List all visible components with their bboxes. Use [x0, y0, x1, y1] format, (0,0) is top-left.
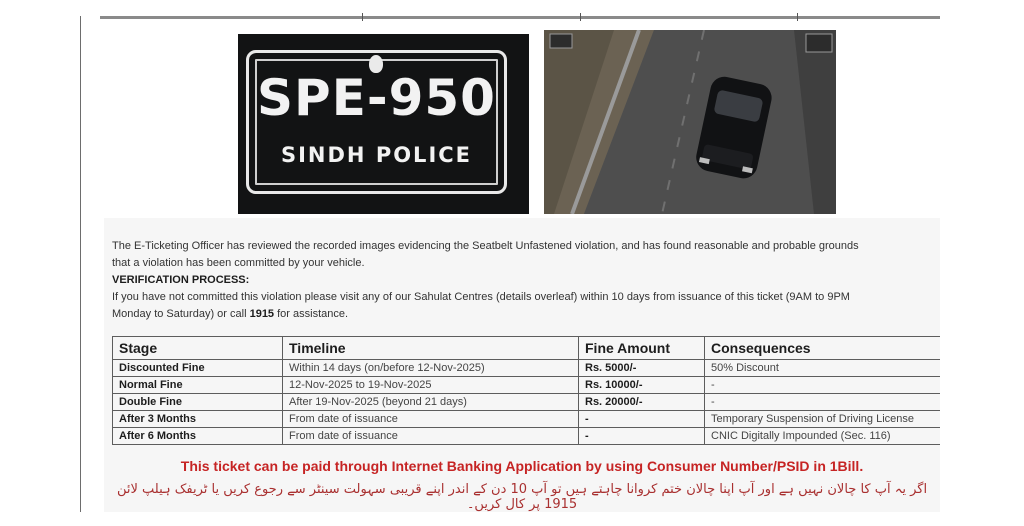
consequence-cell: Temporary Suspension of Driving License — [705, 411, 941, 428]
table-row — [113, 411, 941, 428]
violation-notice — [112, 238, 940, 323]
table-top-border — [100, 16, 940, 19]
amount-cell: Rs. 10000/- — [579, 377, 705, 394]
timeline-cell: 12-Nov-2025 to 19-Nov-2025 — [283, 377, 579, 394]
stage-cell: Normal Fine — [113, 377, 283, 394]
column-tick — [797, 13, 798, 21]
stage-cell: Double Fine — [113, 394, 283, 411]
stage-cell: After 3 Months — [113, 411, 283, 428]
timeline-cell: From date of issuance — [283, 411, 579, 428]
amount-cell: Rs. 5000/- — [579, 360, 705, 377]
notice-line: The E-Ticketing Officer has reviewed the recorded images evidencing the Seatbelt Unfastened violation, and has found reasonable and probable grounds — [112, 240, 859, 252]
table-row — [113, 360, 941, 377]
consequence-cell: - — [705, 394, 941, 411]
stage-cell: After 6 Months — [113, 428, 283, 445]
header-fine-amount: Fine Amount — [579, 337, 705, 360]
column-tick — [580, 13, 581, 21]
stage-cell: Discounted Fine — [113, 360, 283, 377]
plate-number: SPE-950 — [257, 69, 496, 127]
notice-line: If you have not committed this violation please visit any of our Sahulat Centres (details overleaf) within 10 days from issuance of this ticket (9AM to 9PM — [112, 291, 850, 303]
timeline-cell: After 19-Nov-2025 (beyond 21 days) — [283, 394, 579, 411]
number-plate — [246, 50, 507, 194]
payment-note: This ticket can be paid through Internet Banking Application by using Consumer Number/PSID in 1Bill. — [180, 458, 864, 474]
notice-text: for assistance. — [274, 308, 349, 320]
page-margin-line — [80, 16, 81, 512]
urdu-note: اگر یہ آپ کا چالان نہیں ہے اور آپ اپنا چالان ختم کروانا چاہتے ہیں تو آپ 10 دن کے اندر اپنے قریبی سہولت سینٹر سے رجوع کریں یا ٹریفک ہیلپ لائن 1915 پر کال کریں۔ — [116, 482, 928, 512]
fine-schedule-table — [112, 336, 940, 445]
road-camera-photo — [544, 30, 836, 214]
number-plate-photo — [238, 34, 529, 214]
e-ticket-document — [104, 24, 940, 512]
amount-cell: Rs. 20000/- — [579, 394, 705, 411]
consequence-cell: 50% Discount — [705, 360, 941, 377]
consequence-cell: CNIC Digitally Impounded (Sec. 116) — [705, 428, 941, 445]
table-row — [113, 394, 941, 411]
amount-cell: - — [579, 428, 705, 445]
header-consequences: Consequences — [705, 337, 941, 360]
helpline-number: 1915 — [249, 308, 275, 320]
notice-line — [112, 306, 940, 323]
column-tick — [362, 13, 363, 21]
amount-cell: - — [579, 411, 705, 428]
timeline-cell: From date of issuance — [283, 428, 579, 445]
notice-text: Monday to Saturday) or call — [112, 308, 250, 320]
table-row — [113, 428, 941, 445]
table-header-row — [113, 337, 941, 360]
table-row — [113, 377, 941, 394]
plate-issuer: SINDH POLICE — [280, 143, 473, 167]
header-stage: Stage — [113, 337, 283, 360]
header-timeline: Timeline — [283, 337, 579, 360]
evidence-images — [104, 24, 940, 218]
verification-heading: VERIFICATION PROCESS: — [112, 274, 250, 286]
consequence-cell: - — [705, 377, 941, 394]
road-scene-icon — [544, 30, 836, 214]
notice-line: that a violation has been committed by your vehicle. — [112, 257, 365, 269]
timeline-cell: Within 14 days (on/before 12-Nov-2025) — [283, 360, 579, 377]
